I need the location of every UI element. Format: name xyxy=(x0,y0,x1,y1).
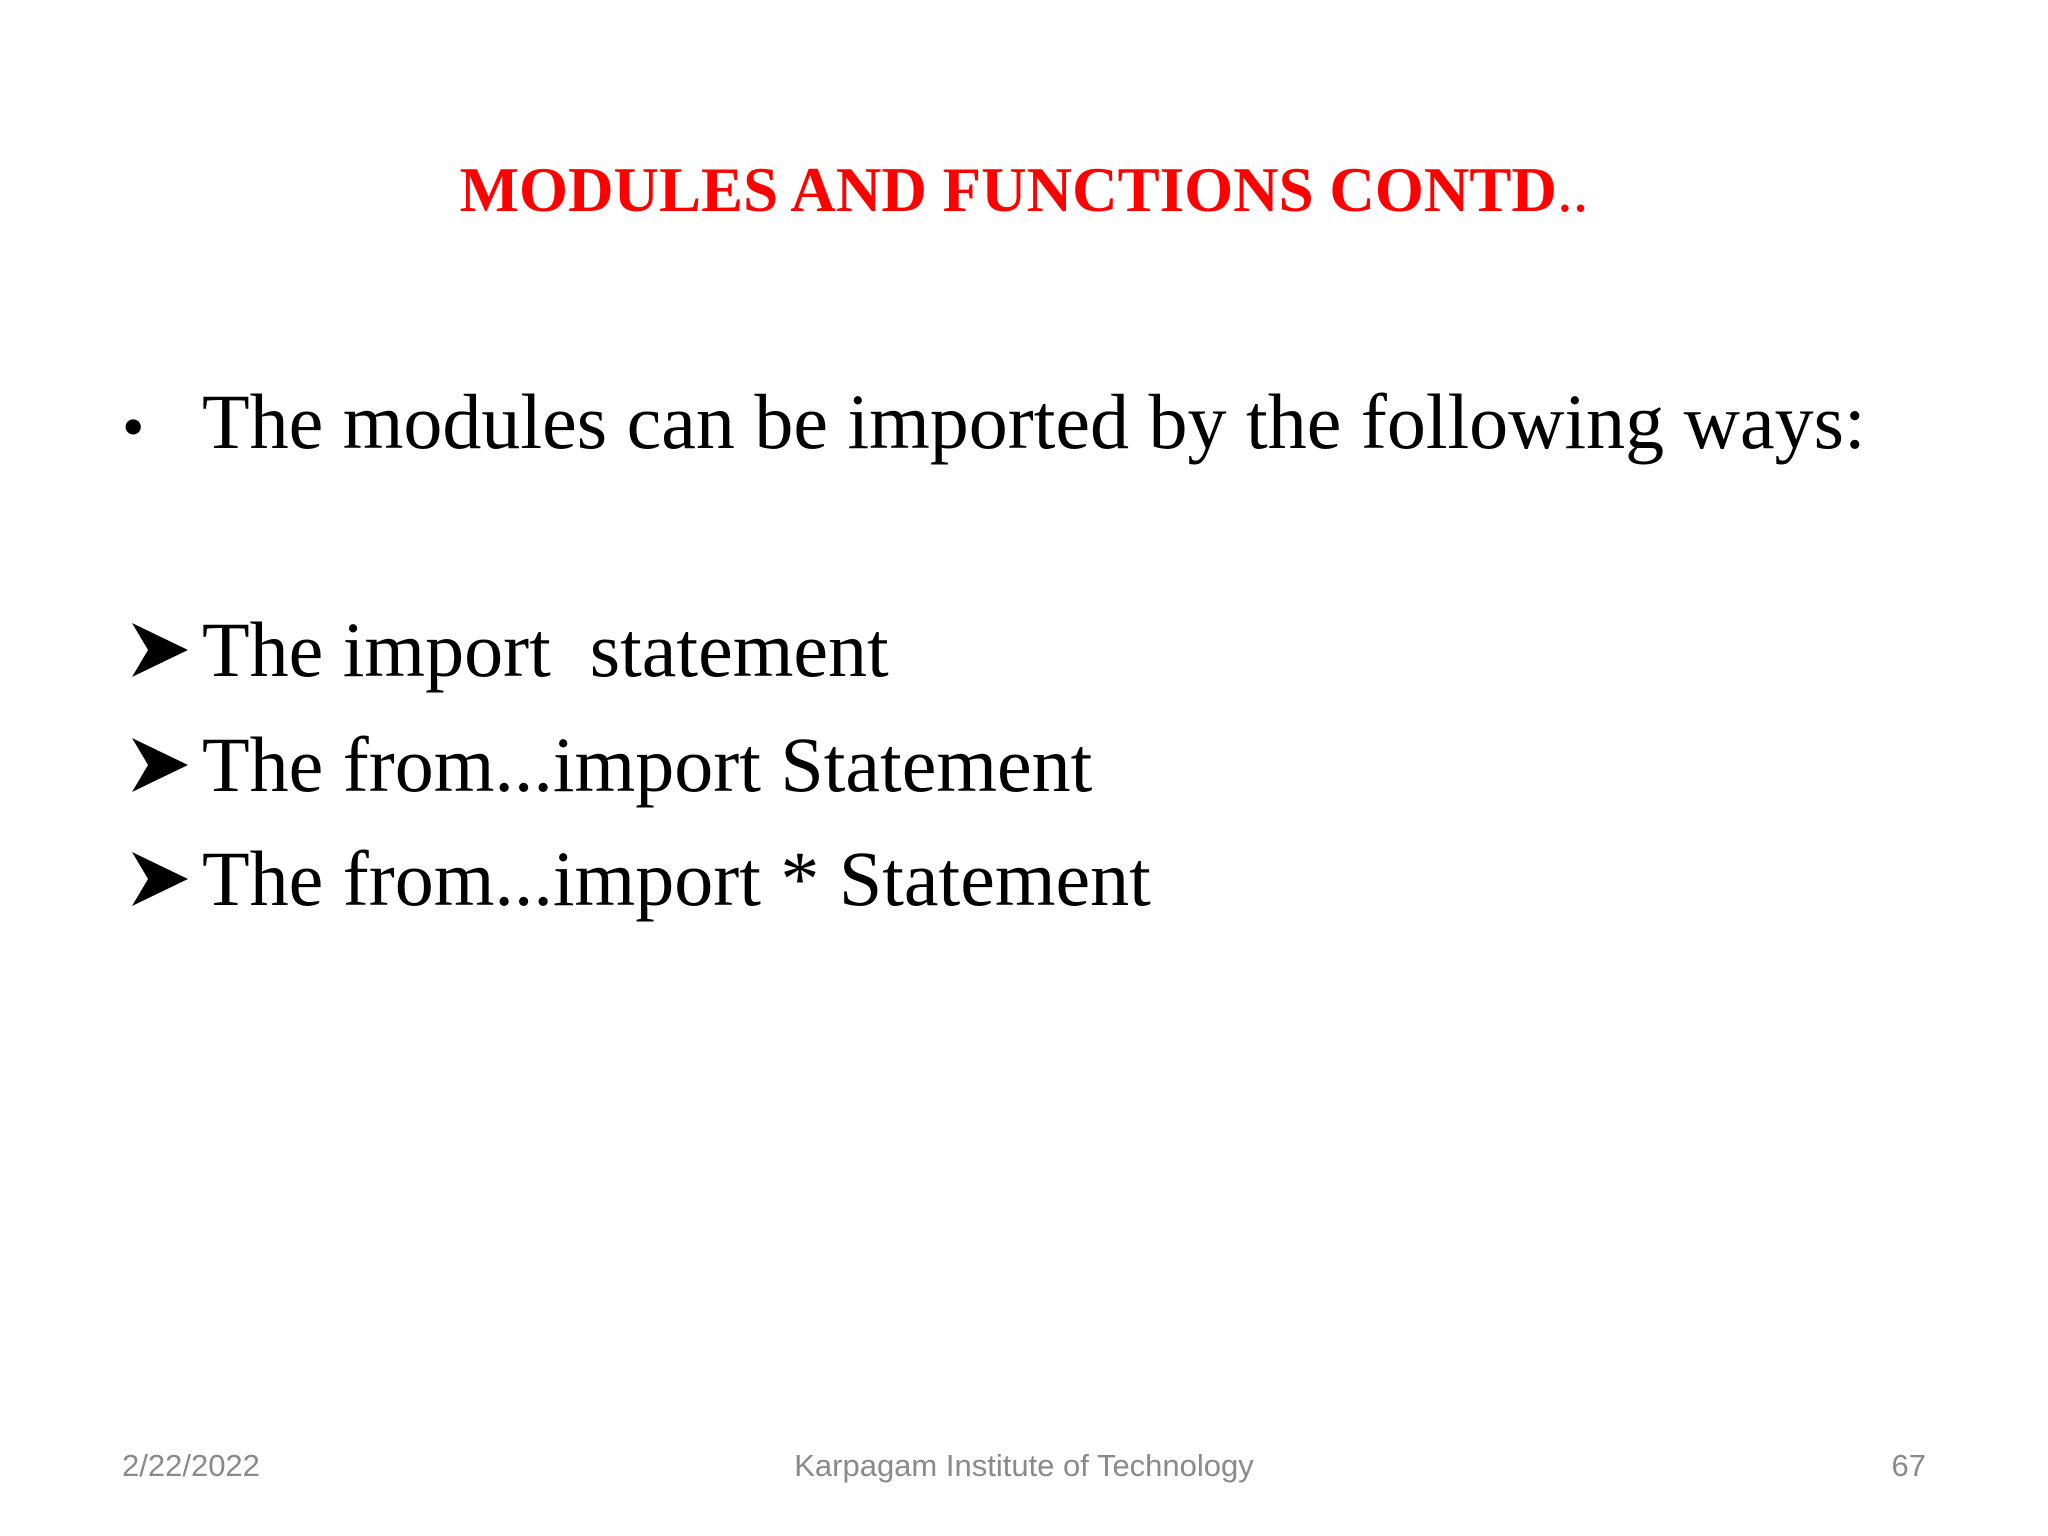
footer-date: 2/22/2022 xyxy=(122,1448,260,1483)
slide-title-tail: .. xyxy=(1556,155,1589,225)
arrow-bullet-icon xyxy=(126,844,200,914)
list-item xyxy=(126,717,1092,813)
footer-page-number: 67 xyxy=(1891,1448,1926,1483)
bullet-dot-icon: • xyxy=(122,391,145,462)
list-item-text: The from...import * Statement xyxy=(202,835,1151,922)
list-item xyxy=(126,831,1151,927)
slide-title-main: MODULES AND FUNCTIONS CONTD xyxy=(459,155,1557,225)
list-item-text: The import statement xyxy=(202,606,889,693)
intro-bullet-item xyxy=(122,374,1866,475)
list-item-text: The from...import Statement xyxy=(202,721,1093,808)
list-item xyxy=(126,602,889,698)
arrow-bullet-icon xyxy=(126,730,200,800)
intro-text: The modules can be imported by the following ways: xyxy=(202,378,1866,465)
slide-title xyxy=(0,150,2048,230)
footer-institution: Karpagam Institute of Technology xyxy=(794,1448,1254,1483)
arrow-bullet-icon xyxy=(126,615,200,685)
